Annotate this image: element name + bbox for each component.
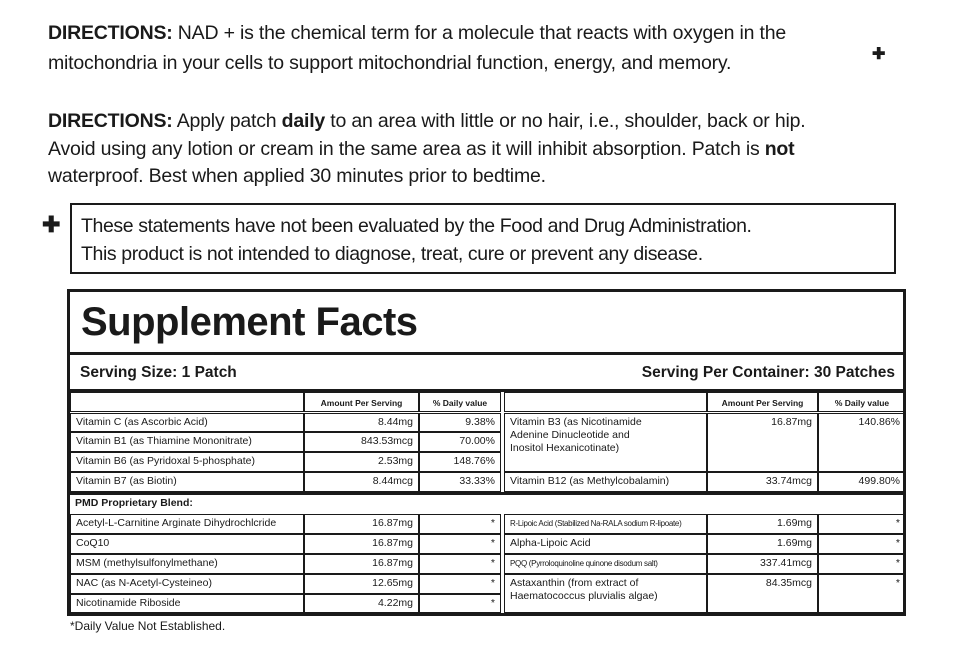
plus-icon: ✚: [42, 212, 61, 237]
divider: [70, 352, 903, 355]
nutrient-name: CoQ10: [70, 534, 304, 554]
nutrient-dv: *: [419, 574, 501, 594]
nutrient-name: MSM (methylsulfonylmethane): [70, 554, 304, 574]
nutrient-dv: *: [419, 514, 501, 534]
col-dv-header: % Daily value: [818, 392, 906, 412]
text-bold: not: [764, 138, 795, 160]
nutrient-amount: 16.87mg: [304, 554, 419, 574]
nutrient-amount: 843.53mcg: [304, 432, 419, 452]
nutrient-name: R-Lipoic Acid (Stabilized Na-RALA sodium R-lipoate): [504, 514, 707, 534]
serving-per-container: Serving Per Container: 30 Patches: [641, 364, 895, 381]
nutrient-amount: 16.87mg: [304, 514, 419, 534]
blend-label: PMD Proprietary Blend:: [75, 497, 193, 509]
nutrient-name: Nicotinamide Riboside: [70, 594, 304, 613]
text: to an area with little or no hair, i.e., shoulder, back or hip.: [325, 110, 806, 132]
nutrient-dv: *: [818, 514, 906, 534]
nutrient-dv: 499.80%: [818, 472, 906, 492]
text: waterproof. Best when applied 30 minutes prior to bedtime.: [48, 165, 546, 187]
directions-intro-line2: [48, 52, 731, 75]
disclaimer-line: This product is not intended to diagnose, treat, cure or prevent any disease.: [81, 243, 703, 265]
directions-label: DIRECTIONS:: [48, 22, 173, 44]
directions-usage: [48, 110, 805, 133]
nutrient-dv: 140.86%: [818, 413, 906, 472]
directions-intro: [48, 22, 786, 45]
nutrient-name: Acetyl-L-Carnitine Arginate Dihydrochlcride: [70, 514, 304, 534]
nutrient-name: Vitamin B1 (as Thiamine Mononitrate): [70, 432, 304, 452]
nutrient-amount: 16.87mg: [304, 534, 419, 554]
nutrient-dv: 70.00%: [419, 432, 501, 452]
nutrient-dv: *: [818, 534, 906, 554]
header-blank: [504, 392, 707, 412]
nutrient-name: NAC (as N-Acetyl-Cysteineo): [70, 574, 304, 594]
nutrient-amount: 337.41mcg: [707, 554, 818, 574]
header-blank: [70, 392, 304, 412]
panel-title: Supplement Facts: [81, 300, 418, 344]
col-dv-header: % Daily value: [419, 392, 501, 412]
nutrient-dv: *: [419, 534, 501, 554]
serving-size: Serving Size: 1 Patch: [80, 364, 237, 381]
footnote: *Daily Value Not Established.: [70, 619, 226, 633]
nutrient-name: Vitamin B6 (as Pyridoxal 5-phosphate): [70, 452, 304, 472]
nutrient-name: Vitamin B3 (as Nicotinamide Adenine Dinucleotide and Inositol Hexanicotinate): [504, 413, 707, 472]
nutrient-amount: 1.69mg: [707, 534, 818, 554]
nutrient-amount: 12.65mg: [304, 574, 419, 594]
directions-usage-line3: [48, 165, 546, 188]
text-bold: daily: [281, 110, 326, 132]
nutrient-dv: 148.76%: [419, 452, 501, 472]
nutrient-dv: 9.38%: [419, 413, 501, 432]
nutrient-name: Astaxanthin (from extract of Haematococcus pluvialis algae): [504, 574, 707, 613]
nutrient-amount: 2.53mg: [304, 452, 419, 472]
nutrient-dv: 33.33%: [419, 472, 501, 492]
nutrient-amount: 8.44mg: [304, 413, 419, 432]
nutrient-name: Vitamin C (as Ascorbic Acid): [70, 413, 304, 432]
col-amount-header: Amount Per Serving: [707, 392, 818, 412]
text: Apply patch: [172, 110, 282, 132]
disclaimer-line: These statements have not been evaluated by the Food and Drug Administration.: [81, 215, 752, 237]
supplement-facts-panel: [67, 289, 906, 616]
text: Avoid using any lotion or cream in the same area as it will inhibit absorption. Patch is: [48, 138, 765, 160]
col-amount-header: Amount Per Serving: [304, 392, 419, 412]
directions-text: NAD + is the chemical term for a molecule that reacts with oxygen in the: [172, 22, 787, 44]
nutrient-name: Alpha-Lipoic Acid: [504, 534, 707, 554]
nutrient-dv: *: [419, 554, 501, 574]
nutrient-name: Vitamin B12 (as Methylcobalamin): [504, 472, 707, 492]
nutrient-name: PQQ (Pyrroloquinoline quinone disodum salt): [504, 554, 707, 574]
directions-label: DIRECTIONS:: [48, 110, 173, 132]
nutrient-dv: *: [818, 574, 906, 613]
nutrient-dv: *: [419, 594, 501, 613]
plus-icon: ✚: [872, 46, 886, 63]
nutrient-amount: 16.87mg: [707, 413, 818, 472]
directions-text: mitochondria in your cells to support mitochondrial function, energy, and memory.: [48, 52, 732, 74]
directions-usage-line2: [48, 138, 794, 161]
nutrient-amount: 4.22mg: [304, 594, 419, 613]
nutrient-amount: 84.35mcg: [707, 574, 818, 613]
nutrient-amount: 8.44mcg: [304, 472, 419, 492]
fda-disclaimer: [70, 203, 896, 274]
nutrient-dv: *: [818, 554, 906, 574]
nutrient-amount: 33.74mcg: [707, 472, 818, 492]
nutrient-amount: 1.69mg: [707, 514, 818, 534]
nutrient-name: Vitamin B7 (as Biotin): [70, 472, 304, 492]
